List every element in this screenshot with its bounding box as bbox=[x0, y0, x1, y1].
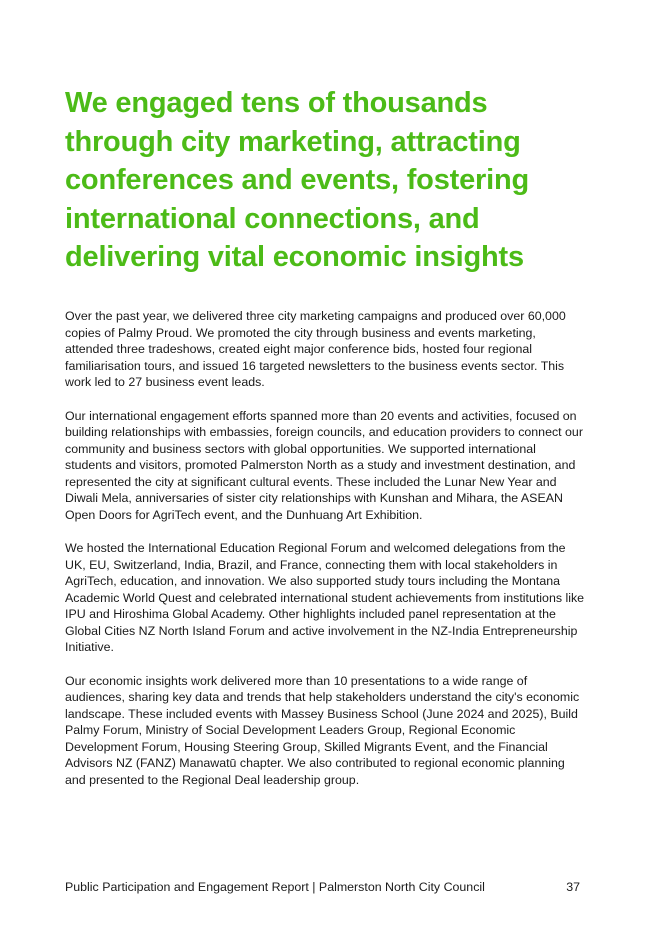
paragraph-economic-insights: Our economic insights work delivered more than 10 presentations to a wide range of audiences, sharing key data and trends that help stakeholders understand the city's economic landscape. These included events with Massey Business School (June 2024 and 2025), Build Palmy Forum, Ministry of Social Development Leaders Group, Regional Economic Development Forum, Housing Steering Group, Skilled Migrants Event, and the Financial Advisors NZ (FANZ) Manawatū chapter. We also contributed to regional economic planning and presented to the Regional Deal leadership group. bbox=[65, 673, 580, 787]
heading-line: We engaged tens of thousands bbox=[65, 87, 488, 119]
paragraph-international-engagement: Our international engagement efforts spanned more than 20 events and activities, focused on building relationships with embassies, foreign councils, and education providers to connect our community and business sectors with global opportunities. We supported international students and visitors, promoted Palmerston North as a study and investment destination, and represented the city at significant cultural events. These included the Lunar New Year and Diwali Mela, anniversaries of sister city relationships with Kunshan and Mihara, the ASEAN Open Doors for AgriTech event, and the Dunhuang Art Exhibition. bbox=[65, 408, 583, 522]
heading-line: conferences and events, fostering bbox=[65, 164, 529, 196]
page-footer bbox=[65, 880, 580, 894]
paragraph-city-marketing: Over the past year, we delivered three city marketing campaigns and produced over 60,000 copies of Palmy Proud. We promoted the city through business and events marketing, attended three tradeshows, created eight major conference bids, hosted four regional familiarisation tours, and issued 16 targeted newsletters to the business events sector. This work led to 27 business event leads. bbox=[65, 309, 566, 389]
page-heading bbox=[65, 84, 565, 277]
body-text bbox=[65, 308, 585, 805]
heading-line: international connections, and bbox=[65, 202, 480, 235]
paragraph-delegations: We hosted the International Education Regional Forum and welcomed delegations from the UK, EU, Switzerland, India, Brazil, and France, connecting them with local stakeholders in AgriTech, education, and innovation. We also supported study tours including the Montana Academic World Quest and celebrated international student achievements from institutions like IPU and Hiroshima Global Academy. Other highlights included panel representation at the Global Cities NZ North Island Forum and active involvement in the NZ-India Entrepreneurship Initiative. bbox=[65, 541, 585, 654]
page-number: 37 bbox=[566, 880, 580, 894]
footer-title: Public Participation and Engagement Report | Palmerston North City Council bbox=[65, 880, 485, 894]
heading-line: through city marketing, attracting bbox=[65, 125, 521, 158]
heading-line: delivering vital economic insights bbox=[65, 241, 524, 273]
